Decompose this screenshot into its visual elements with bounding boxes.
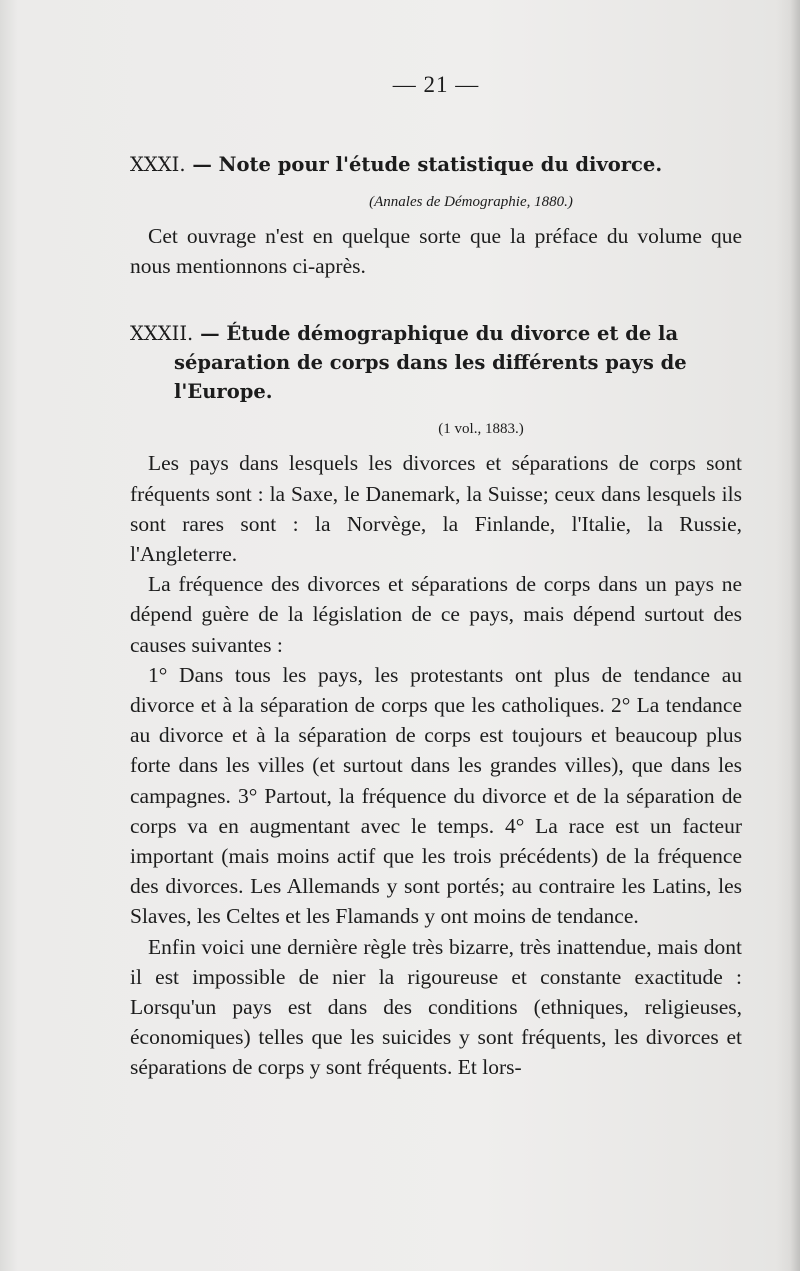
paragraph: Enfin voici une dernière règle très bizarre, très inattendue, mais dont il est impossible de nier la rigoureuse et constante exactitude : Lorsqu'un pays est dans des conditions (ethniques, religieuses, économiques) telles que les suicides y sont fréquents, les divorces et séparations de corps y sont fréquents. Et lors- [130, 934, 742, 1080]
section-heading-xxxi [130, 150, 742, 179]
source-citation: (1 vol., 1883.) [438, 421, 524, 438]
section-number: XXXII. [130, 322, 194, 346]
paragraph: Les pays dans lesquels les divorces et séparations de corps sont fréquents sont : la Saxe, le Danemark, la Suisse; ceux dans lesquels ils sont rares sont : la Norvège, la Finlande, l'Italie, la Russie, l'Angleterre. [130, 451, 742, 567]
paragraph: Cet ouvrage n'est en quelque sorte que la préface du volume que nous mentionnons ci-après. [130, 224, 742, 279]
section-number: XXXI. [130, 153, 186, 176]
section-title: Étude démographique du divorce et de la séparation de corps dans les différents pays de l'Europe. [174, 322, 687, 404]
section-heading-xxxii [130, 319, 742, 406]
page-edge-shadow [790, 0, 800, 1271]
heading-dash: — [200, 322, 220, 346]
page-content [130, 150, 742, 1083]
paragraph: La fréquence des divorces et séparations de corps dans un pays ne dépend guère de la législation de ce pays, mais dépend surtout des causes suivantes : [130, 572, 742, 657]
section-title: Note pour l'étude statistique du divorce. [218, 153, 663, 176]
paragraph: 1° Dans tous les pays, les protestants ont plus de tendance au divorce et à la séparation de corps que les catholiques. 2° La tendance au divorce et à la séparation de corps est toujours et beaucoup plus forte dans les villes (et surtout dans les grandes villes), que dans les campagnes. 3° Partout, la fréquence du divorce et de la séparation de corps va en augmentant avec le temps. 4° La race est un facteur important (mais moins actif que les trois précédents) de la fréquence des divorces. Les Allemands y sont portés; au contraire les Latins, les Slaves, les Celtes et les Flamands y ont moins de tendance. [130, 662, 742, 929]
page-number: — 21 — [392, 72, 480, 97]
source-citation: (Annales de Démographie, 1880.) [369, 194, 573, 210]
heading-dash: — [192, 153, 212, 176]
